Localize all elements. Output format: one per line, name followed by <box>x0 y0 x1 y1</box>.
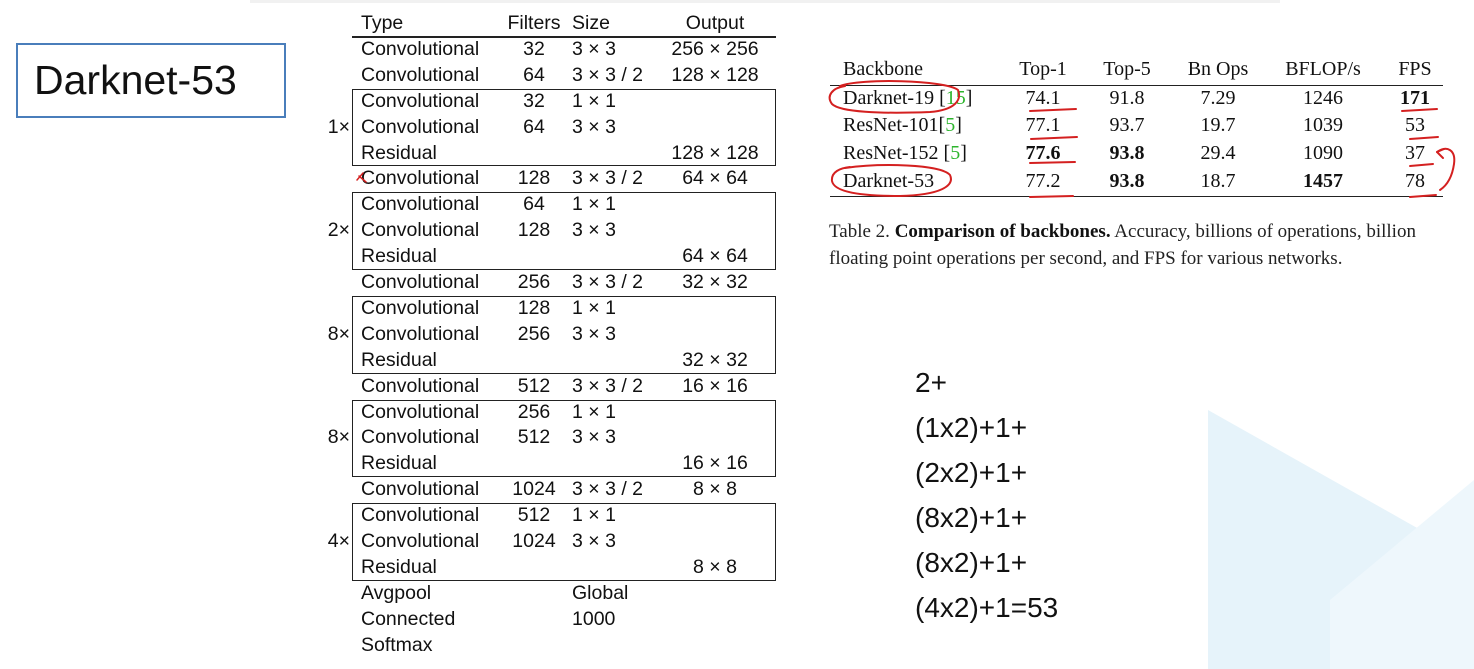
residual-block-3 <box>352 400 776 478</box>
block-2-row-0-size: 1 × 1 <box>572 296 616 319</box>
block-multiplier-2: 8× <box>327 322 350 345</box>
block-0-downsample-output: 64 × 64 <box>682 167 748 190</box>
formula-line-5: (4x2)+1=53 <box>915 592 1059 623</box>
header-output: Output <box>685 12 745 34</box>
block-1-row-1-type: Convolutional <box>361 219 480 242</box>
block-4-row-1-filters: 1024 <box>512 530 556 552</box>
layer-count-formula <box>915 360 1058 630</box>
pre-row-1-filters: 64 <box>523 63 545 86</box>
backbone-value-2-3: 1090 <box>1303 142 1343 164</box>
header-type: Type <box>361 12 404 34</box>
block-0-downsample-filters: 128 <box>517 167 551 190</box>
pre-row-1-output: 128 × 128 <box>671 63 759 86</box>
block-0-row-0-filters: 32 <box>523 89 545 112</box>
formula-line-3: (8x2)+1+ <box>915 502 1028 533</box>
backbone-name-0: Darknet-19 [15] <box>843 87 973 109</box>
backbone-value-1-3: 1039 <box>1303 114 1343 136</box>
block-0-row-1-size: 3 × 3 <box>572 115 616 138</box>
backbone-header-4: BFLOP/s <box>1285 58 1361 80</box>
block-2-row-1-size: 3 × 3 <box>572 322 616 345</box>
block-2-downsample-output: 16 × 16 <box>682 374 748 397</box>
block-3-row-1-size: 3 × 3 <box>572 426 616 449</box>
block-1-row-1-size: 3 × 3 <box>572 219 616 242</box>
block-4-row-2-output: 8 × 8 <box>693 555 737 578</box>
backbone-header-0: Backbone <box>843 58 923 80</box>
block-3-row-1-type: Convolutional <box>361 426 480 449</box>
post-row-1-type: Connected <box>361 607 456 630</box>
formula-line-2: (2x2)+1+ <box>915 457 1028 488</box>
backbone-name-1: ResNet-101[5] <box>843 114 962 136</box>
block-1-downsample-size: 3 × 3 / 2 <box>572 271 644 293</box>
block-1-row-0-size: 1 × 1 <box>572 193 616 216</box>
block-multiplier-4: 4× <box>327 530 350 552</box>
block-4-row-0-type: Convolutional <box>361 504 480 527</box>
block-0-row-2-output: 128 × 128 <box>671 141 759 164</box>
block-0-row-1-filters: 64 <box>523 115 545 138</box>
backbone-header-3: Bn Ops <box>1187 58 1249 80</box>
table-caption <box>829 218 1429 272</box>
block-3-row-1-filters: 512 <box>517 426 551 449</box>
pre-row-0-output: 256 × 256 <box>671 37 759 60</box>
block-3-downsample-output: 8 × 8 <box>693 478 737 501</box>
backbone-value-1-4: 53 <box>1405 114 1425 136</box>
block-1-row-2-type: Residual <box>361 245 437 268</box>
block-1-downsample-type: Convolutional <box>361 271 480 293</box>
residual-block-0 <box>352 89 776 167</box>
header-filters: Filters <box>507 12 561 34</box>
pre-row-1-type: Convolutional <box>361 63 480 86</box>
backbone-value-3-0: 77.2 <box>1025 170 1061 192</box>
block-1-row-0-type: Convolutional <box>361 193 480 216</box>
block-1-row-0-filters: 64 <box>523 193 545 216</box>
block-2-row-0-type: Convolutional <box>361 296 480 319</box>
backbone-value-3-3: 1457 <box>1303 170 1343 192</box>
backbone-value-2-0: 77.6 <box>1025 142 1061 164</box>
slide-title: Darknet-53 <box>16 43 286 118</box>
backbone-value-1-1: 93.7 <box>1109 114 1145 136</box>
block-3-row-0-size: 1 × 1 <box>572 400 616 423</box>
block-2-row-0-filters: 128 <box>517 296 551 319</box>
block-1-downsample-output: 32 × 32 <box>682 271 748 293</box>
caption-label: Table 2. <box>829 221 890 242</box>
backbone-bottom-rule <box>830 196 1443 197</box>
backbone-value-0-3: 1246 <box>1303 87 1343 109</box>
block-3-row-0-type: Convolutional <box>361 400 480 423</box>
post-row-0-size: Global <box>572 581 629 604</box>
block-4-row-0-filters: 512 <box>517 504 551 527</box>
block-1-row-1-filters: 128 <box>517 219 551 242</box>
block-4-row-2-type: Residual <box>361 555 437 578</box>
block-0-downsample-type: Convolutional <box>361 167 480 190</box>
block-3-row-2-type: Residual <box>361 452 437 475</box>
block-3-downsample-size: 3 × 3 / 2 <box>572 478 644 501</box>
block-3-row-0-filters: 256 <box>517 400 551 423</box>
backbone-value-0-4: 171 <box>1400 87 1430 109</box>
caption-text: Accuracy, billions of operations, billion floating point operations per second, and FPS for various networks. <box>829 221 1416 269</box>
residual-block-2 <box>352 296 776 374</box>
backbone-value-0-1: 91.8 <box>1109 87 1145 109</box>
pre-row-0-type: Convolutional <box>361 37 480 60</box>
block-2-row-1-type: Convolutional <box>361 322 480 345</box>
backbone-value-3-4: 78 <box>1405 170 1425 192</box>
residual-block-1 <box>352 192 776 270</box>
residual-block-4 <box>352 503 776 581</box>
post-row-0-type: Avgpool <box>361 581 432 604</box>
backbone-value-1-0: 77.1 <box>1025 114 1061 136</box>
post-row-1-size: 1000 <box>572 607 616 630</box>
block-0-row-0-size: 1 × 1 <box>572 89 616 112</box>
top-border-line <box>250 0 1280 3</box>
backbone-value-0-2: 7.29 <box>1200 87 1236 109</box>
block-1-row-2-output: 64 × 64 <box>682 245 748 268</box>
backbone-header-1: Top-1 <box>1019 58 1067 80</box>
formula-line-4: (8x2)+1+ <box>915 547 1028 578</box>
block-0-row-2-type: Residual <box>361 141 437 164</box>
formula-line-0: 2+ <box>915 367 947 398</box>
block-2-downsample-size: 3 × 3 / 2 <box>572 374 644 397</box>
block-0-row-0-type: Convolutional <box>361 89 480 112</box>
block-multiplier-3: 8× <box>327 426 350 449</box>
backbone-name-2: ResNet-152 [5] <box>843 142 967 164</box>
backbone-value-2-4: 37 <box>1405 142 1425 164</box>
pre-row-0-size: 3 × 3 <box>572 37 616 60</box>
block-multiplier-1: 2× <box>327 219 350 242</box>
block-4-row-1-type: Convolutional <box>361 530 480 552</box>
formula-line-1: (1x2)+1+ <box>915 412 1028 443</box>
backbone-value-3-1: 93.8 <box>1109 170 1145 192</box>
block-0-downsample-size: 3 × 3 / 2 <box>572 167 644 190</box>
block-2-downsample-type: Convolutional <box>361 374 480 397</box>
backbone-value-3-2: 18.7 <box>1200 170 1236 192</box>
block-2-downsample-filters: 512 <box>517 374 551 397</box>
block-3-downsample-filters: 1024 <box>512 478 556 501</box>
pre-row-1-size: 3 × 3 / 2 <box>572 63 644 86</box>
backbone-header-5: FPS <box>1398 58 1432 80</box>
block-4-row-0-size: 1 × 1 <box>572 504 616 527</box>
block-3-downsample-type: Convolutional <box>361 478 480 501</box>
block-4-row-1-size: 3 × 3 <box>572 530 616 552</box>
pre-row-0-filters: 32 <box>523 37 545 60</box>
block-0-row-1-type: Convolutional <box>361 115 480 138</box>
backbone-value-2-1: 93.8 <box>1109 142 1145 164</box>
block-2-row-2-output: 32 × 32 <box>682 348 748 371</box>
block-3-row-2-output: 16 × 16 <box>682 452 748 475</box>
header-size: Size <box>572 12 610 34</box>
post-row-2-type: Softmax <box>361 633 433 656</box>
block-multiplier-0: 1× <box>327 115 350 138</box>
backbone-header-2: Top-5 <box>1103 58 1151 80</box>
backbone-name-3: Darknet-53 <box>843 170 935 192</box>
backbone-value-1-2: 19.7 <box>1200 114 1236 136</box>
block-2-row-2-type: Residual <box>361 348 437 371</box>
backbone-value-0-0: 74.1 <box>1025 87 1061 109</box>
block-1-downsample-filters: 256 <box>517 271 551 293</box>
backbone-value-2-2: 29.4 <box>1200 142 1236 164</box>
block-2-row-1-filters: 256 <box>517 322 551 345</box>
caption-bold-text: Comparison of backbones. <box>894 221 1111 242</box>
